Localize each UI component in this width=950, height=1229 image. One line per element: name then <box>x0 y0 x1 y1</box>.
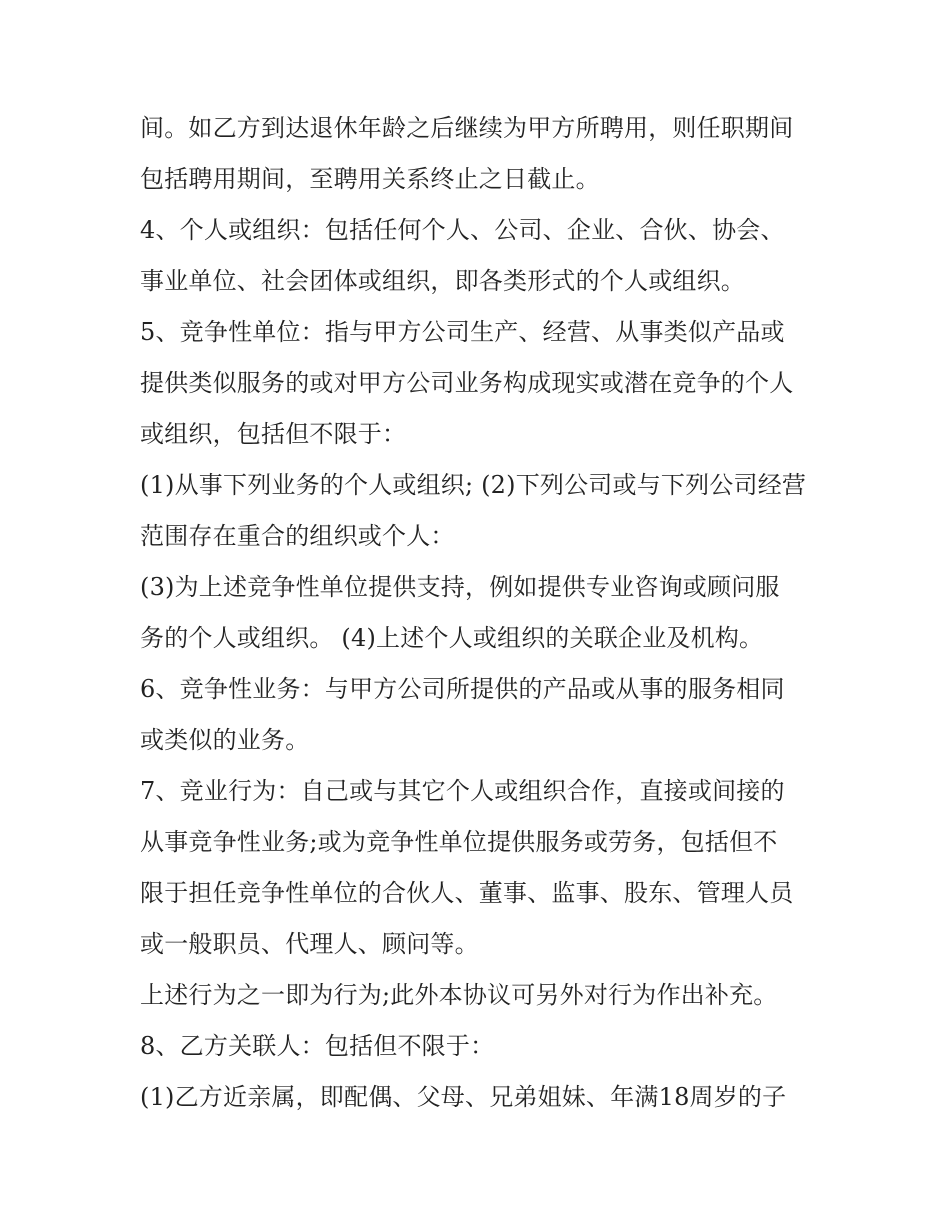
text-line: 或类似的业务。 <box>140 726 310 754</box>
text-line: 包括聘用期间，至聘用关系终止之日截止。 <box>140 165 600 193</box>
text-line: 间。如乙方到达退休年龄之后继续为甲方所聘用，则任职期间 <box>140 114 794 142</box>
text-line: 提供类似服务的或对甲方公司业务构成现实或潜在竞争的个人 <box>140 369 794 397</box>
text-line: 限于担任竞争性单位的合伙人、董事、监事、股东、管理人员 <box>140 879 794 907</box>
text-line: (1)乙方近亲属，即配偶、父母、兄弟姐妹、年满18周岁的子 <box>140 1083 787 1111</box>
text-line: 事业单位、社会团体或组织，即各类形式的个人或组织。 <box>140 267 745 295</box>
text-line: (1)从事下列业务的个人或组织; (2)下列公司或与下列公司经营 <box>140 471 807 499</box>
text-line: 6、竞争性业务：与甲方公司所提供的产品或从事的服务相同 <box>140 675 785 703</box>
text-line: 5、竞争性单位：指与甲方公司生产、经营、从事类似产品或 <box>140 318 785 346</box>
text-line: 7、竞业行为：自己或与其它个人或组织合作，直接或间接的 <box>140 777 785 805</box>
text-line: 务的个人或组织。 (4)上述个人或组织的关联企业及机构。 <box>140 624 764 652</box>
text-line: 或一般职员、代理人、顾问等。 <box>140 930 479 958</box>
document-body <box>140 103 830 1123</box>
text-line: (3)为上述竞争性单位提供支持，例如提供专业咨询或顾问服 <box>140 573 780 601</box>
text-line: 或组织，包括但不限于： <box>140 420 407 448</box>
text-line: 上述行为之一即为行为;此外本协议可另外对行为作出补充。 <box>140 981 778 1009</box>
text-line: 4、个人或组织：包括任何个人、公司、企业、合伙、协会、 <box>140 216 785 244</box>
text-line: 8、乙方关联人：包括但不限于： <box>140 1032 495 1060</box>
text-line: 从事竞争性业务;或为竞争性单位提供服务或劳务，包括但不 <box>140 828 778 856</box>
text-line: 范围存在重合的组织或个人： <box>140 522 455 550</box>
